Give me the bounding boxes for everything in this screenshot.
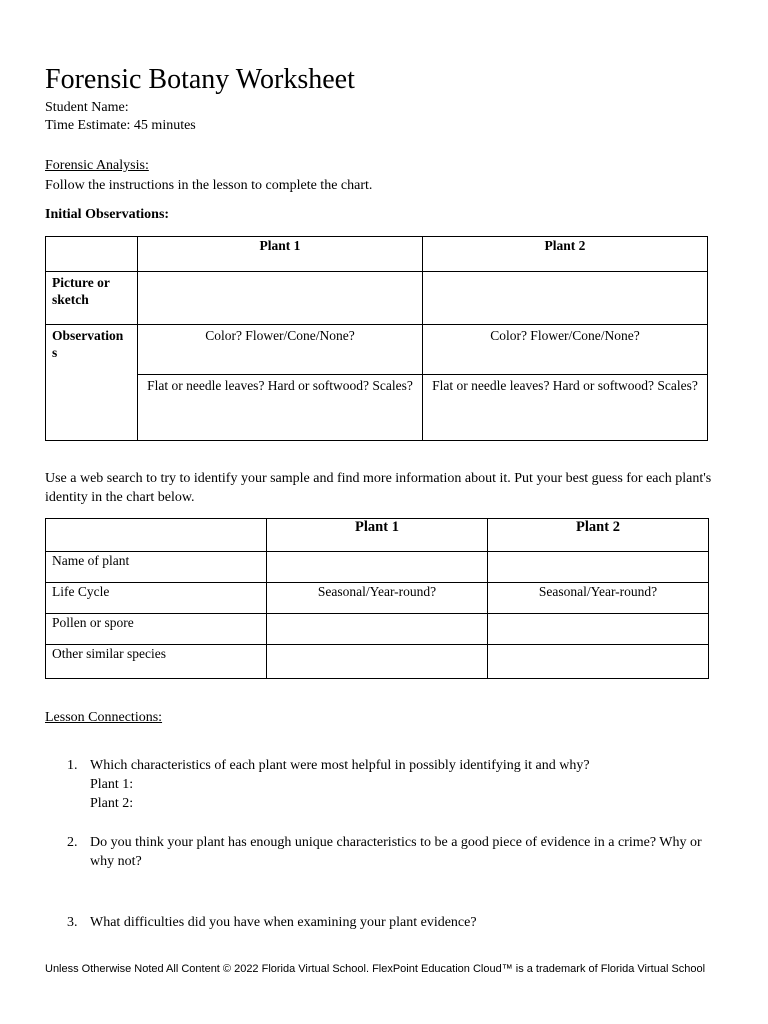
question-text: Which characteristics of each plant were most helpful in possibly identifying it and why? <box>90 758 590 773</box>
answer-label-plant-1: Plant 1: <box>90 777 134 792</box>
question-number: 2. <box>67 835 78 850</box>
table-row <box>46 272 708 325</box>
row-label-picture: Picture or sketch <box>46 272 138 325</box>
table-cell <box>46 237 138 272</box>
row-label-name: Name of plant <box>46 552 267 583</box>
picture-cell-plant-2[interactable] <box>423 272 708 325</box>
life-cycle-cell-plant-2[interactable]: Seasonal/Year-round? <box>488 583 709 614</box>
page-title: Forensic Botany Worksheet <box>45 64 355 95</box>
row-label-pollen: Pollen or spore <box>46 614 267 645</box>
name-cell-plant-2[interactable] <box>488 552 709 583</box>
row-label-observations: Observation s <box>46 325 138 441</box>
column-header-plant-1: Plant 1 <box>138 237 423 272</box>
identification-table <box>45 518 709 679</box>
question-text: Do you think your plant has enough unique characteristics to be a good piece of evidence in a crime? Why or why not? <box>90 835 702 869</box>
table-row <box>46 552 709 583</box>
picture-cell-plant-1[interactable] <box>138 272 423 325</box>
observation-cell-plant-1[interactable]: Color? Flower/Cone/None? <box>138 325 423 375</box>
answer-label-plant-2: Plant 2: <box>90 796 134 811</box>
column-header-plant-2: Plant 2 <box>423 237 708 272</box>
question-number: 3. <box>67 915 78 930</box>
question-number: 1. <box>67 758 78 773</box>
time-estimate: Time Estimate: 45 minutes <box>45 118 196 133</box>
row-label-similar-species: Other similar species <box>46 645 267 679</box>
pollen-cell-plant-1[interactable] <box>267 614 488 645</box>
leaves-cell-plant-1[interactable]: Flat or needle leaves? Hard or softwood? Scales? <box>138 375 423 441</box>
forensic-analysis-instructions: Follow the instructions in the lesson to complete the chart. <box>45 178 373 193</box>
observation-cell-plant-2[interactable]: Color? Flower/Cone/None? <box>423 325 708 375</box>
table-row <box>46 375 708 441</box>
lesson-connections-heading: Lesson Connections: <box>45 710 163 725</box>
identification-intro: Use a web search to try to identify your sample and find more information about it. Put your best guess for each plant's identity in the chart below. <box>45 471 712 505</box>
table-row <box>46 645 709 679</box>
initial-observations-heading: Initial Observations: <box>45 207 170 222</box>
similar-species-cell-plant-2[interactable] <box>488 645 709 679</box>
column-header-plant-2: Plant 2 <box>488 519 709 552</box>
footer-copyright: Unless Otherwise Noted All Content © 2022 Florida Virtual School. FlexPoint Education Cloud™ is a trademark of Florida Virtual School <box>45 963 706 975</box>
forensic-analysis-heading: Forensic Analysis: <box>45 158 149 173</box>
table-row <box>46 519 709 552</box>
pollen-cell-plant-2[interactable] <box>488 614 709 645</box>
table-cell <box>46 519 267 552</box>
leaves-cell-plant-2[interactable]: Flat or needle leaves? Hard or softwood? Scales? <box>423 375 708 441</box>
table-row <box>46 614 709 645</box>
initial-observations-table <box>45 236 708 441</box>
life-cycle-cell-plant-1[interactable]: Seasonal/Year-round? <box>267 583 488 614</box>
name-cell-plant-1[interactable] <box>267 552 488 583</box>
row-label-life-cycle: Life Cycle <box>46 583 267 614</box>
table-row <box>46 237 708 272</box>
table-row <box>46 583 709 614</box>
similar-species-cell-plant-1[interactable] <box>267 645 488 679</box>
question-text: What difficulties did you have when examining your plant evidence? <box>90 915 477 930</box>
column-header-plant-1: Plant 1 <box>267 519 488 552</box>
student-name-label: Student Name: <box>45 100 129 115</box>
table-row <box>46 325 708 375</box>
